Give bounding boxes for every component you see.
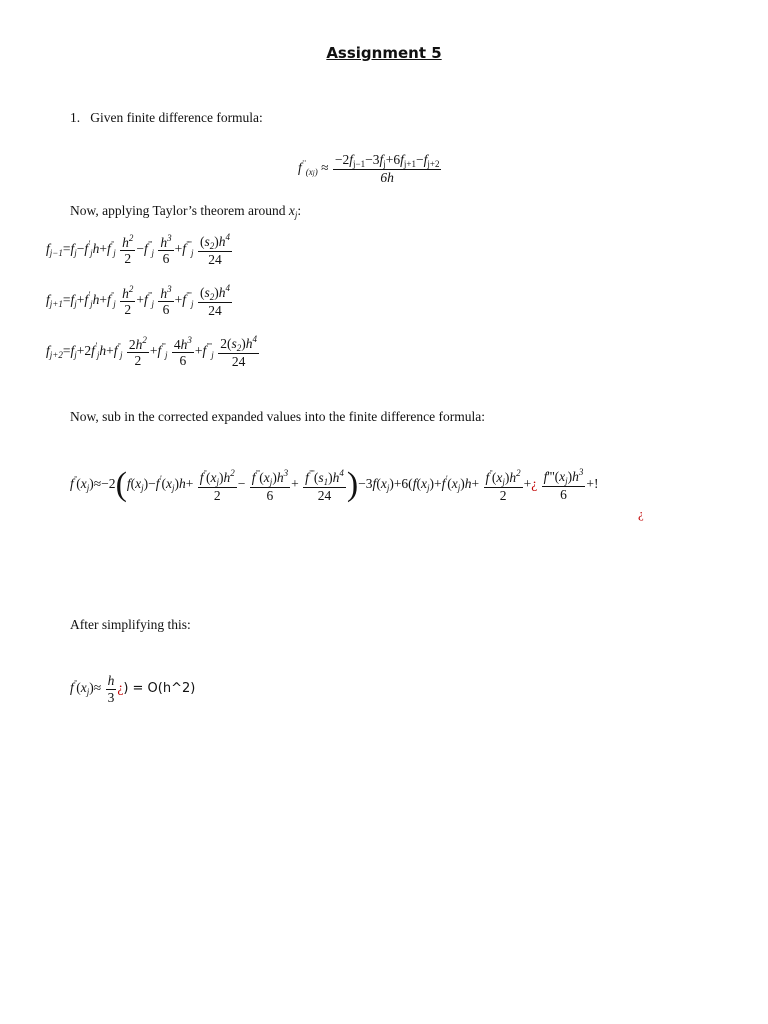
result-error-mark: ¿ bbox=[117, 680, 124, 696]
simplify-intro: After simplifying this: bbox=[70, 617, 191, 632]
taylor-expansion-j-plus-2: $f_{j+2}=f_j+2f'_jh+f^{\cdot\cdot}_j$ $\frac{2h^2}{2}$ $+f^{\cdot\cdot\cdot}_j$ $\frac{4h^3}{6}$ $+f^{\cdot\cdot\cdot\cdot}_j$ $\frac{2(s_2)h^4}{24}$ bbox=[46, 334, 257, 370]
substitution-intro: Now, sub in the corrected expanded values into the finite difference formula: bbox=[70, 409, 485, 424]
question-1-heading bbox=[70, 110, 263, 126]
question-intro: Given finite difference formula: bbox=[90, 110, 263, 125]
question-number: 1. bbox=[70, 110, 81, 125]
taylor-expansion-j-plus-1: $f_{j+1}=f_j+f'_jh+f^{\cdot\cdot}_j$ $\frac{h^2}{2}$ $+f^{\cdot\cdot\cdot}_j$ $\frac{h^3}{6}$ $+f^{\cdot\cdot\cdot\cdot}_j$ $\frac{(s_2)h^4}{24}$ bbox=[46, 283, 230, 319]
formula-fraction: $\frac{-2f_{j-1}-3f_j+6f_{j+1}-f_{j+2}}{6h}$ bbox=[334, 152, 440, 186]
error-mark: ¿ bbox=[531, 476, 538, 492]
result-order: ) = O(h^2) bbox=[123, 681, 196, 697]
result-formula: $f^{\cdot\cdot}(x_j)\approx$ $\frac{h}{3}$ ¿) = O(h^2) bbox=[70, 673, 196, 705]
error-mark-below: ¿ bbox=[638, 506, 644, 521]
substituted-formula: $f^{\cdot\cdot}(x_j)\approx-2(f(x_j)-f'(x_j)h+$ $\frac{f^{\cdot\cdot}(x_j)h^2}{2}$ − $\frac{f^{\cdot\cdot\cdot}(x_j)h^3}{6}$ + $\frac{f^{\cdot\cdot\cdot\cdot}(s_1)h^4}{24}$ )$-3f(x_j)+6(f(x_j)+f'(x_j)h+$ $\frac{f^{\cdot\cdot}(x_j)h^2}{2}$ +¿ $\frac{f'''(x_j)h^3}{6}$ +! bbox=[70, 466, 599, 504]
page-title: Assignment 5 bbox=[326, 44, 442, 62]
finite-difference-formula: $f^{\cdot\cdot}_{(xj)}$ ≈ $\frac{-2f_{j-1}-3f_j+6f_{j+1}-f_{j+2}}{6h}$ bbox=[298, 152, 440, 186]
taylor-intro: Now, applying Taylor’s theorem around $x_j$: bbox=[70, 203, 302, 220]
taylor-expansion-j-minus-1: $f_{j-1}=f_j-f'_jh+f^{\cdot\cdot}_j$ $\frac{h^2}{2}$ $-f^{\cdot\cdot\cdot}_j$ $\frac{h^3}{6}$ $+f^{\cdot\cdot\cdot\cdot}_j$ $\frac{(s_2)h^4}{24}$ bbox=[46, 232, 230, 268]
